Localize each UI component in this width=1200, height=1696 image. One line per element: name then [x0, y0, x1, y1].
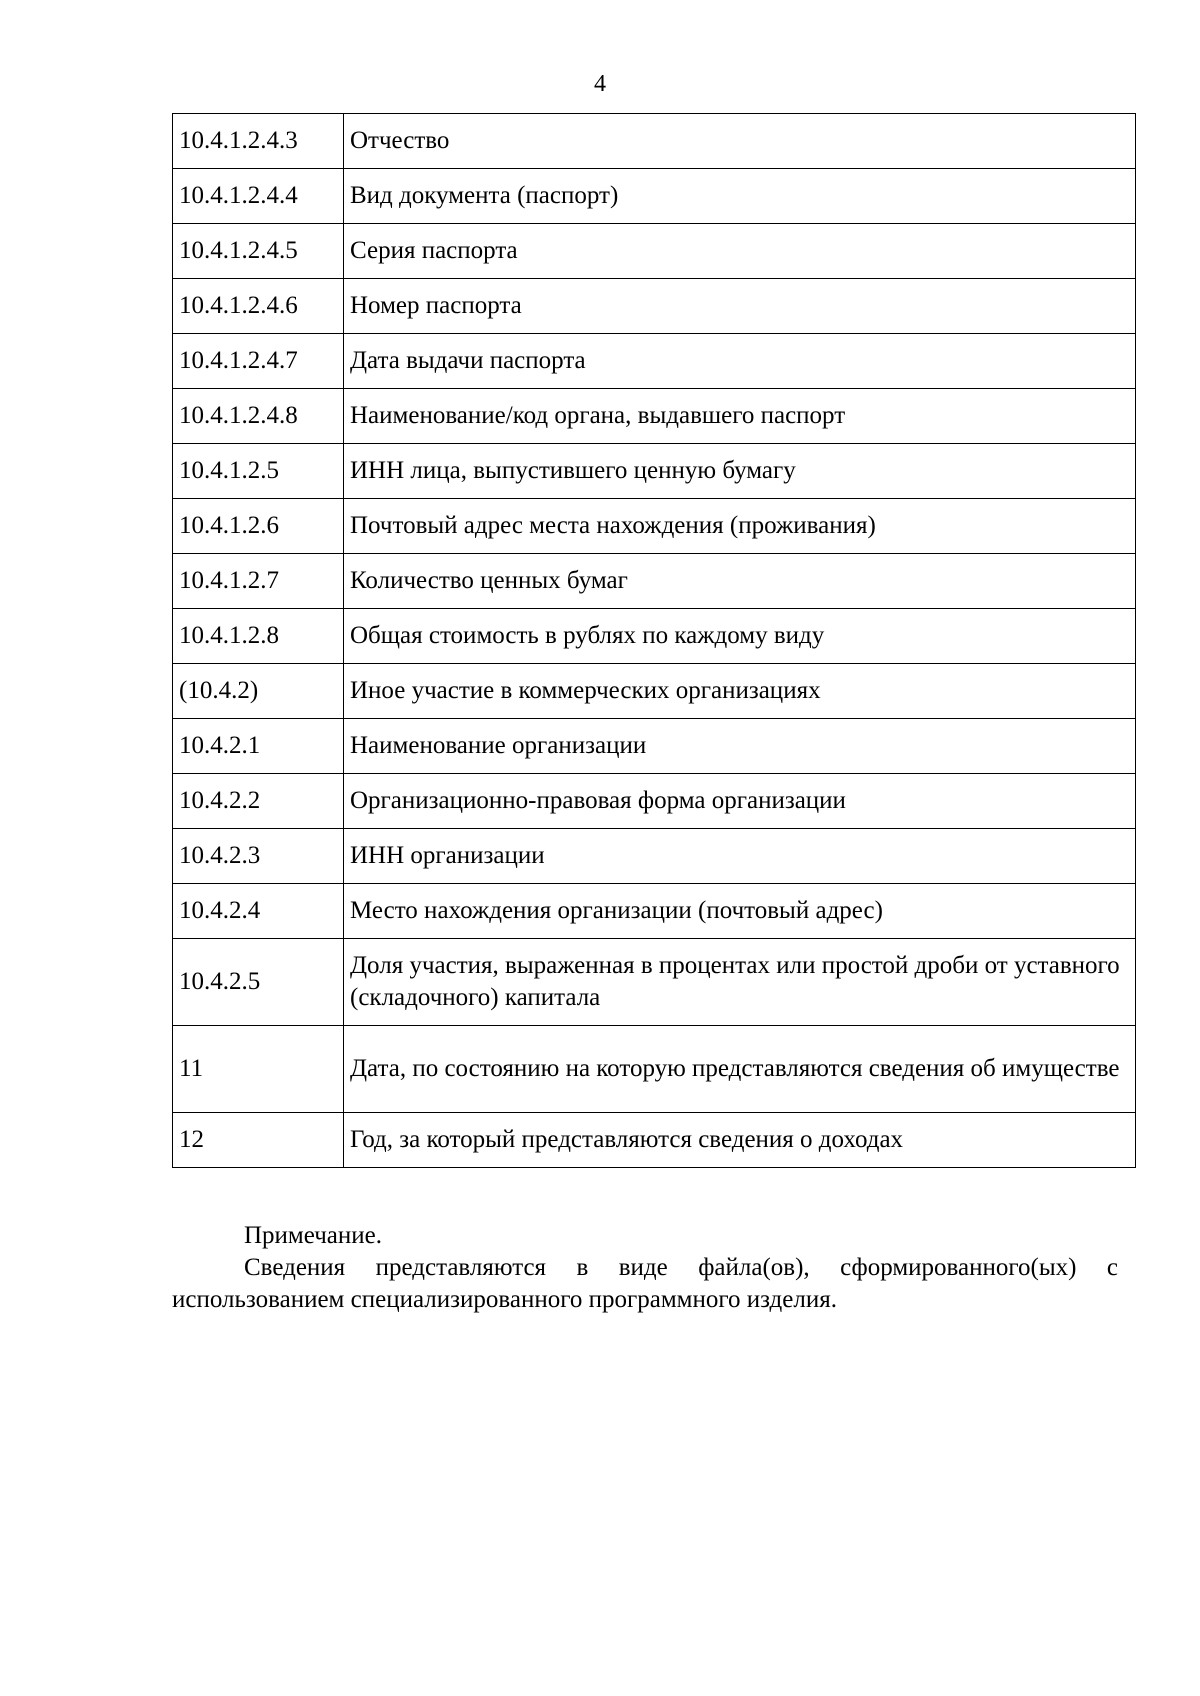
- row-code: 10.4.1.2.4.8: [173, 389, 344, 444]
- table-row: [173, 554, 1136, 609]
- fields-table: [172, 113, 1136, 1168]
- page-number: 4: [594, 71, 606, 97]
- row-description: Год, за который представляются сведения о доходах: [344, 1113, 1136, 1168]
- row-code: 10.4.1.2.4.4: [173, 169, 344, 224]
- row-code: 11: [173, 1026, 344, 1113]
- row-description: Организационно-правовая форма организации: [344, 774, 1136, 829]
- row-description: Наименование/код органа, выдавшего паспорт: [344, 389, 1136, 444]
- row-code: 10.4.2.4: [173, 884, 344, 939]
- row-code: 10.4.2.2: [173, 774, 344, 829]
- row-code: 12: [173, 1113, 344, 1168]
- table-row: [173, 829, 1136, 884]
- row-description: Отчество: [344, 114, 1136, 169]
- row-code: (10.4.2): [173, 664, 344, 719]
- row-code: 10.4.1.2.7: [173, 554, 344, 609]
- row-code: 10.4.1.2.4.3: [173, 114, 344, 169]
- table-row: [173, 169, 1136, 224]
- row-code: 10.4.1.2.4.7: [173, 334, 344, 389]
- row-description: Место нахождения организации (почтовый адрес): [344, 884, 1136, 939]
- note-body: Сведения представляются в виде файла(ов), сформированного(ых) с использованием специализированного программного изделия.: [172, 1254, 1118, 1313]
- note-title: Примечание.: [244, 1222, 383, 1249]
- row-code: 10.4.1.2.5: [173, 444, 344, 499]
- table-row: [173, 939, 1136, 1026]
- row-description: Доля участия, выраженная в процентах или простой дроби от уставного (складочного) капитала: [344, 939, 1136, 1026]
- row-code: 10.4.1.2.6: [173, 499, 344, 554]
- table-row: [173, 1113, 1136, 1168]
- row-code: 10.4.2.1: [173, 719, 344, 774]
- table-row: [173, 224, 1136, 279]
- table-row: [173, 444, 1136, 499]
- row-description: Количество ценных бумаг: [344, 554, 1136, 609]
- row-description: Иное участие в коммерческих организациях: [344, 664, 1136, 719]
- row-description: Дата выдачи паспорта: [344, 334, 1136, 389]
- table-row: [173, 114, 1136, 169]
- row-description: ИНН организации: [344, 829, 1136, 884]
- table-row: [173, 664, 1136, 719]
- table-row: [173, 389, 1136, 444]
- row-description: Наименование организации: [344, 719, 1136, 774]
- row-code: 10.4.1.2.4.6: [173, 279, 344, 334]
- note-section: [172, 1220, 1118, 1316]
- row-description: Дата, по состоянию на которую представляются сведения об имуществе: [344, 1026, 1136, 1113]
- row-description: Серия паспорта: [344, 224, 1136, 279]
- row-description: Почтовый адрес места нахождения (проживания): [344, 499, 1136, 554]
- row-description: ИНН лица, выпустившего ценную бумагу: [344, 444, 1136, 499]
- row-description: Общая стоимость в рублях по каждому виду: [344, 609, 1136, 664]
- row-description: Вид документа (паспорт): [344, 169, 1136, 224]
- table-row: [173, 609, 1136, 664]
- table-row: [173, 279, 1136, 334]
- table-row: [173, 774, 1136, 829]
- table-row: [173, 1026, 1136, 1113]
- row-description: Номер паспорта: [344, 279, 1136, 334]
- row-code: 10.4.1.2.4.5: [173, 224, 344, 279]
- table-row: [173, 499, 1136, 554]
- row-code: 10.4.2.3: [173, 829, 344, 884]
- row-code: 10.4.2.5: [173, 939, 344, 1026]
- table-row: [173, 334, 1136, 389]
- table-row: [173, 884, 1136, 939]
- row-code: 10.4.1.2.8: [173, 609, 344, 664]
- table-row: [173, 719, 1136, 774]
